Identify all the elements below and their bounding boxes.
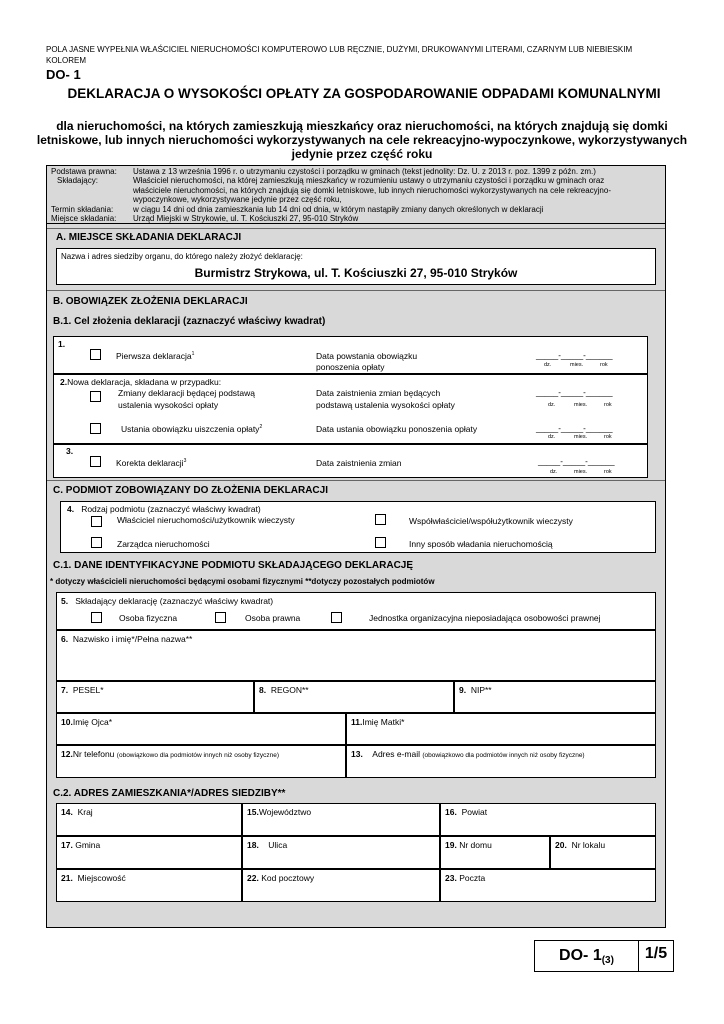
field-number: 15. — [247, 807, 259, 817]
mother-name-label: Imię Matki* — [362, 717, 405, 727]
apartment-number-field[interactable] — [550, 836, 656, 869]
field-number: 20. — [555, 840, 567, 850]
filer-text-2: właściciele nieruchomości, na których znajdują się domki letniskowe, lub innych nieruchomości wykorzystywanych na cele rekreacyjno- — [133, 185, 611, 195]
pesel-label: PESEL* — [72, 685, 104, 695]
owner-checkbox[interactable] — [91, 516, 102, 527]
expire-label: Ustania obowiązku uiszczenia opłaty — [121, 424, 260, 434]
father-name-field[interactable] — [56, 713, 346, 745]
fill-instructions: POLA JASNE WYPEŁNIA WŁAŚCICIEL NIERUCHOMOŚCI KOMPUTEROWO LUB RĘCZNIE, DUŻYMI, DRUKOWANYMI LITERAMI, CZARNYM LUB NIEBIESKIM KOLOREM — [46, 45, 633, 65]
option-number: 3. — [66, 446, 74, 456]
first-declaration-label: Pierwsza deklaracja — [116, 351, 192, 361]
month-caption: mies. — [574, 434, 588, 440]
mother-name-field[interactable] — [346, 713, 656, 745]
new-declaration-label: Nowa deklaracja, składana w przypadku: — [67, 377, 222, 387]
page-subtitle: dla nieruchomości, na których zamieszkują mieszkańcy oraz nieruchomości, na których znajdują się domki letniskowe, lub innych nieruchomości wykorzystywanych na cele rekreacyjno-wypoczynkowe, wykorzystywanych jedynie przez część roku — [36, 119, 688, 161]
phone-field[interactable] — [56, 745, 346, 778]
change-date-input[interactable] — [536, 388, 613, 408]
year-caption: rok — [604, 434, 612, 440]
email-note: (obowiązkowo dla podmiotów innych niż osoby fizyczne) — [422, 752, 585, 759]
legal-entity-label: Osoba prawna — [245, 613, 301, 623]
post-office-label: Poczta — [459, 873, 486, 883]
email-label: Adres e-mail — [372, 749, 420, 759]
office-address-field[interactable] — [56, 248, 656, 285]
country-label: Kraj — [77, 807, 93, 817]
field-number: 22. — [247, 873, 259, 883]
filer-label: Składający: — [57, 176, 98, 185]
street-field[interactable] — [242, 836, 440, 869]
field-number: 23. — [445, 873, 457, 883]
section-c1-title: C.1. DANE IDENTYFIKACYJNE PODMIOTU SKŁADAJĄCEGO DEKLARACJĘ — [53, 560, 414, 571]
footer-doc-code: DO- 1 — [559, 947, 602, 964]
document-id: DO- 1 — [46, 67, 81, 82]
other-label: Inny sposób władania nieruchomością — [409, 539, 553, 549]
expire-date-input[interactable] — [536, 424, 613, 440]
footnote-ref: 3 — [183, 458, 187, 465]
nip-field[interactable] — [454, 681, 656, 713]
change-date-label-1: Data zaistnienia zmian będących — [316, 388, 441, 398]
correction-label: Korekta deklaracji — [116, 458, 184, 468]
field-number: 11. — [351, 717, 363, 727]
filer-text-3: wypoczynkowe, wykorzystywane jedynie przez część roku, — [133, 195, 342, 204]
legal-entity-checkbox[interactable] — [215, 612, 226, 623]
change-date-label-2: podstawą ustalenia wysokości opłaty — [316, 400, 455, 410]
phone-note: (obowiązkowo dla podmiotów innych niż osoby fizyczne) — [116, 752, 280, 759]
field-number: 12. — [61, 749, 73, 759]
office-address-value: Burmistrz Strykowa, ul. T. Kościuszki 27, 95-010 Stryków — [194, 266, 518, 280]
correction-date-label: Data zaistnienia zmian — [316, 458, 402, 468]
year-caption: rok — [604, 402, 612, 408]
nip-label: NIP** — [470, 685, 492, 695]
section-c-title: C. PODMIOT ZOBOWIĄZANY DO ZŁOŻENIA DEKLARACJI — [53, 485, 328, 496]
footer-version: (3) — [601, 955, 614, 966]
office-address-label: Nazwa i adres siedziby organu, do którego należy złożyć deklarację: — [61, 252, 303, 261]
option-number: 4. — [67, 504, 75, 514]
day-caption: dz. — [544, 362, 552, 368]
footer-id-box — [534, 940, 674, 972]
person-checkbox[interactable] — [91, 612, 102, 623]
father-name-label: Imię Ojca* — [72, 717, 113, 727]
section-c2-title: C.2. ADRES ZAMIESZKANIA*/ADRES SIEDZIBY** — [53, 788, 286, 799]
option-number: 2. — [60, 377, 68, 387]
country-field[interactable] — [56, 803, 242, 836]
field-number: 17. — [61, 840, 73, 850]
entity-type-label: Rodzaj podmiotu (zaznaczyć właściwy kwadrat) — [81, 504, 261, 514]
regon-label: REGON** — [270, 685, 309, 695]
filer-type-label: Składający deklarację (zaznaczyć właściwy kwadrat) — [75, 596, 274, 606]
county-label: Powiat — [461, 807, 488, 817]
entity-type-box — [60, 501, 656, 553]
option-number: 1. — [58, 339, 66, 349]
other-checkbox[interactable] — [375, 537, 386, 548]
first-date-input[interactable] — [536, 351, 613, 368]
day-caption: dz. — [548, 434, 556, 440]
field-number: 18. — [247, 840, 259, 850]
manager-label: Zarządca nieruchomości — [117, 539, 210, 549]
first-date-label-1: Data powstania obowiązku — [316, 351, 418, 361]
coowner-checkbox[interactable] — [375, 514, 386, 525]
date-blank: _____-_____-______ — [538, 457, 615, 466]
day-caption: dz. — [550, 469, 558, 475]
legal-basis-label: Podstawa prawna: — [51, 167, 117, 176]
postal-code-field[interactable] — [242, 869, 440, 902]
filer-type-box — [56, 592, 656, 630]
county-field[interactable] — [440, 803, 656, 836]
first-declaration-checkbox[interactable] — [90, 349, 101, 360]
year-caption: rok — [600, 362, 608, 368]
date-blank: _____-_____-______ — [536, 424, 613, 433]
municipality-field[interactable] — [56, 836, 242, 869]
house-number-label: Nr domu — [459, 840, 492, 850]
field-number: 16. — [445, 807, 457, 817]
month-caption: mies. — [574, 402, 588, 408]
expire-checkbox[interactable] — [90, 423, 101, 434]
page-title: DEKLARACJA O WYSOKOŚCI OPŁATY ZA GOSPODAROWANIE ODPADAMI KOMUNALNYMI — [67, 86, 661, 101]
date-blank: _____-_____-______ — [536, 388, 613, 397]
voivodeship-label: Województwo — [258, 807, 312, 817]
option-new-declaration — [53, 374, 648, 444]
field-number: 8. — [259, 685, 267, 695]
footer-doc-id — [535, 941, 639, 971]
field-number: 7. — [61, 685, 69, 695]
field-number: 14. — [61, 807, 73, 817]
correction-date-input[interactable] — [538, 457, 615, 475]
field-number: 10. — [61, 717, 73, 727]
post-office-field[interactable] — [440, 869, 656, 902]
option-number: 5. — [61, 596, 69, 606]
email-field[interactable] — [346, 745, 656, 778]
filer-text-1: Właściciel nieruchomości, na której zamieszkują mieszkańcy w rozumieniu ustawy o utrzymaniu czystości i porządku w gminach oraz — [133, 176, 605, 185]
field-number: 21. — [61, 873, 73, 883]
name-label: Nazwisko i imię*/Pełna nazwa** — [72, 634, 193, 644]
locality-field[interactable] — [56, 869, 242, 902]
change-checkbox[interactable] — [90, 391, 101, 402]
legal-basis-text: Ustawa z 13 września 1996 r. o utrzymaniu czystości i porządku w gminach (tekst jednolity: Dz. U. z 2013 r. poz. 1399 z późn. zm.) — [133, 167, 596, 176]
voivodeship-field[interactable] — [242, 803, 440, 836]
place-label: Miejsce składania: — [51, 214, 117, 223]
first-date-label-2: ponoszenia opłaty — [316, 362, 385, 372]
field-number: 6. — [61, 634, 69, 644]
phone-label: Nr telefonu — [72, 749, 115, 759]
org-unit-checkbox[interactable] — [331, 612, 342, 623]
option-correction — [53, 444, 648, 478]
section-b-title: B. OBOWIĄZEK ZŁOŻENIA DEKLARACJI — [53, 296, 248, 307]
day-caption: dz. — [548, 402, 556, 408]
org-unit-label: Jednostka organizacyjna nieposiadająca osobowości prawnej — [369, 613, 601, 623]
date-blank: _____-_____-______ — [536, 351, 613, 360]
page-number: 1/5 — [644, 945, 668, 962]
year-caption: rok — [604, 469, 612, 475]
footnote-ref: 2 — [259, 424, 263, 431]
deadline-text: w ciągu 14 dni od dnia zamieszkania lub 14 dni od dnia, w którym nastąpiły zmiany danych określonych w deklaracji — [133, 204, 544, 214]
pesel-field[interactable] — [56, 681, 254, 713]
field-number: 19. — [445, 840, 457, 850]
field-number: 9. — [459, 685, 467, 695]
footnote-ref: 1 — [191, 351, 195, 358]
month-caption: mies. — [574, 469, 588, 475]
option-first-declaration — [53, 336, 648, 374]
legal-basis-block — [47, 166, 665, 224]
section-b1-title: B.1. Cel złożenia deklaracji (zaznaczyć właściwy kwadrat) — [53, 316, 326, 327]
place-text: Urząd Miejski w Strykowie, ul. T. Kościuszki 27, 95-010 Stryków — [133, 214, 359, 223]
name-field[interactable] — [56, 630, 656, 681]
street-label: Ulica — [268, 840, 288, 850]
change-label-1: Zmiany deklaracji będącej podstawą — [118, 388, 256, 398]
postal-code-label: Kod pocztowy — [261, 873, 315, 883]
expire-date-label: Data ustania obowiązku ponoszenia opłaty — [316, 424, 478, 434]
field-number: 13. — [351, 749, 363, 759]
municipality-label: Gmina — [75, 840, 101, 850]
locality-label: Miejscowość — [77, 873, 126, 883]
change-label-2: ustalenia wysokości opłaty — [118, 400, 219, 410]
month-caption: mies. — [570, 362, 584, 368]
person-label: Osoba fizyczna — [119, 613, 178, 623]
section-c1-note: * dotyczy właścicieli nieruchomości będącymi osobami fizycznymi **dotyczy pozostałych podmiotów — [50, 577, 435, 586]
manager-checkbox[interactable] — [91, 537, 102, 548]
apartment-number-label: Nr lokalu — [571, 840, 606, 850]
coowner-label: Współwłaściciel/współużytkownik wieczysty — [409, 516, 573, 526]
house-number-field[interactable] — [440, 836, 550, 869]
section-a-title: A. MIEJSCE SKŁADANIA DEKLARACJI — [56, 232, 242, 243]
owner-label: Właściciel nieruchomości/użytkownik wieczysty — [117, 515, 295, 525]
deadline-label: Termin składania: — [51, 204, 114, 214]
regon-field[interactable] — [254, 681, 454, 713]
correction-checkbox[interactable] — [90, 456, 101, 467]
